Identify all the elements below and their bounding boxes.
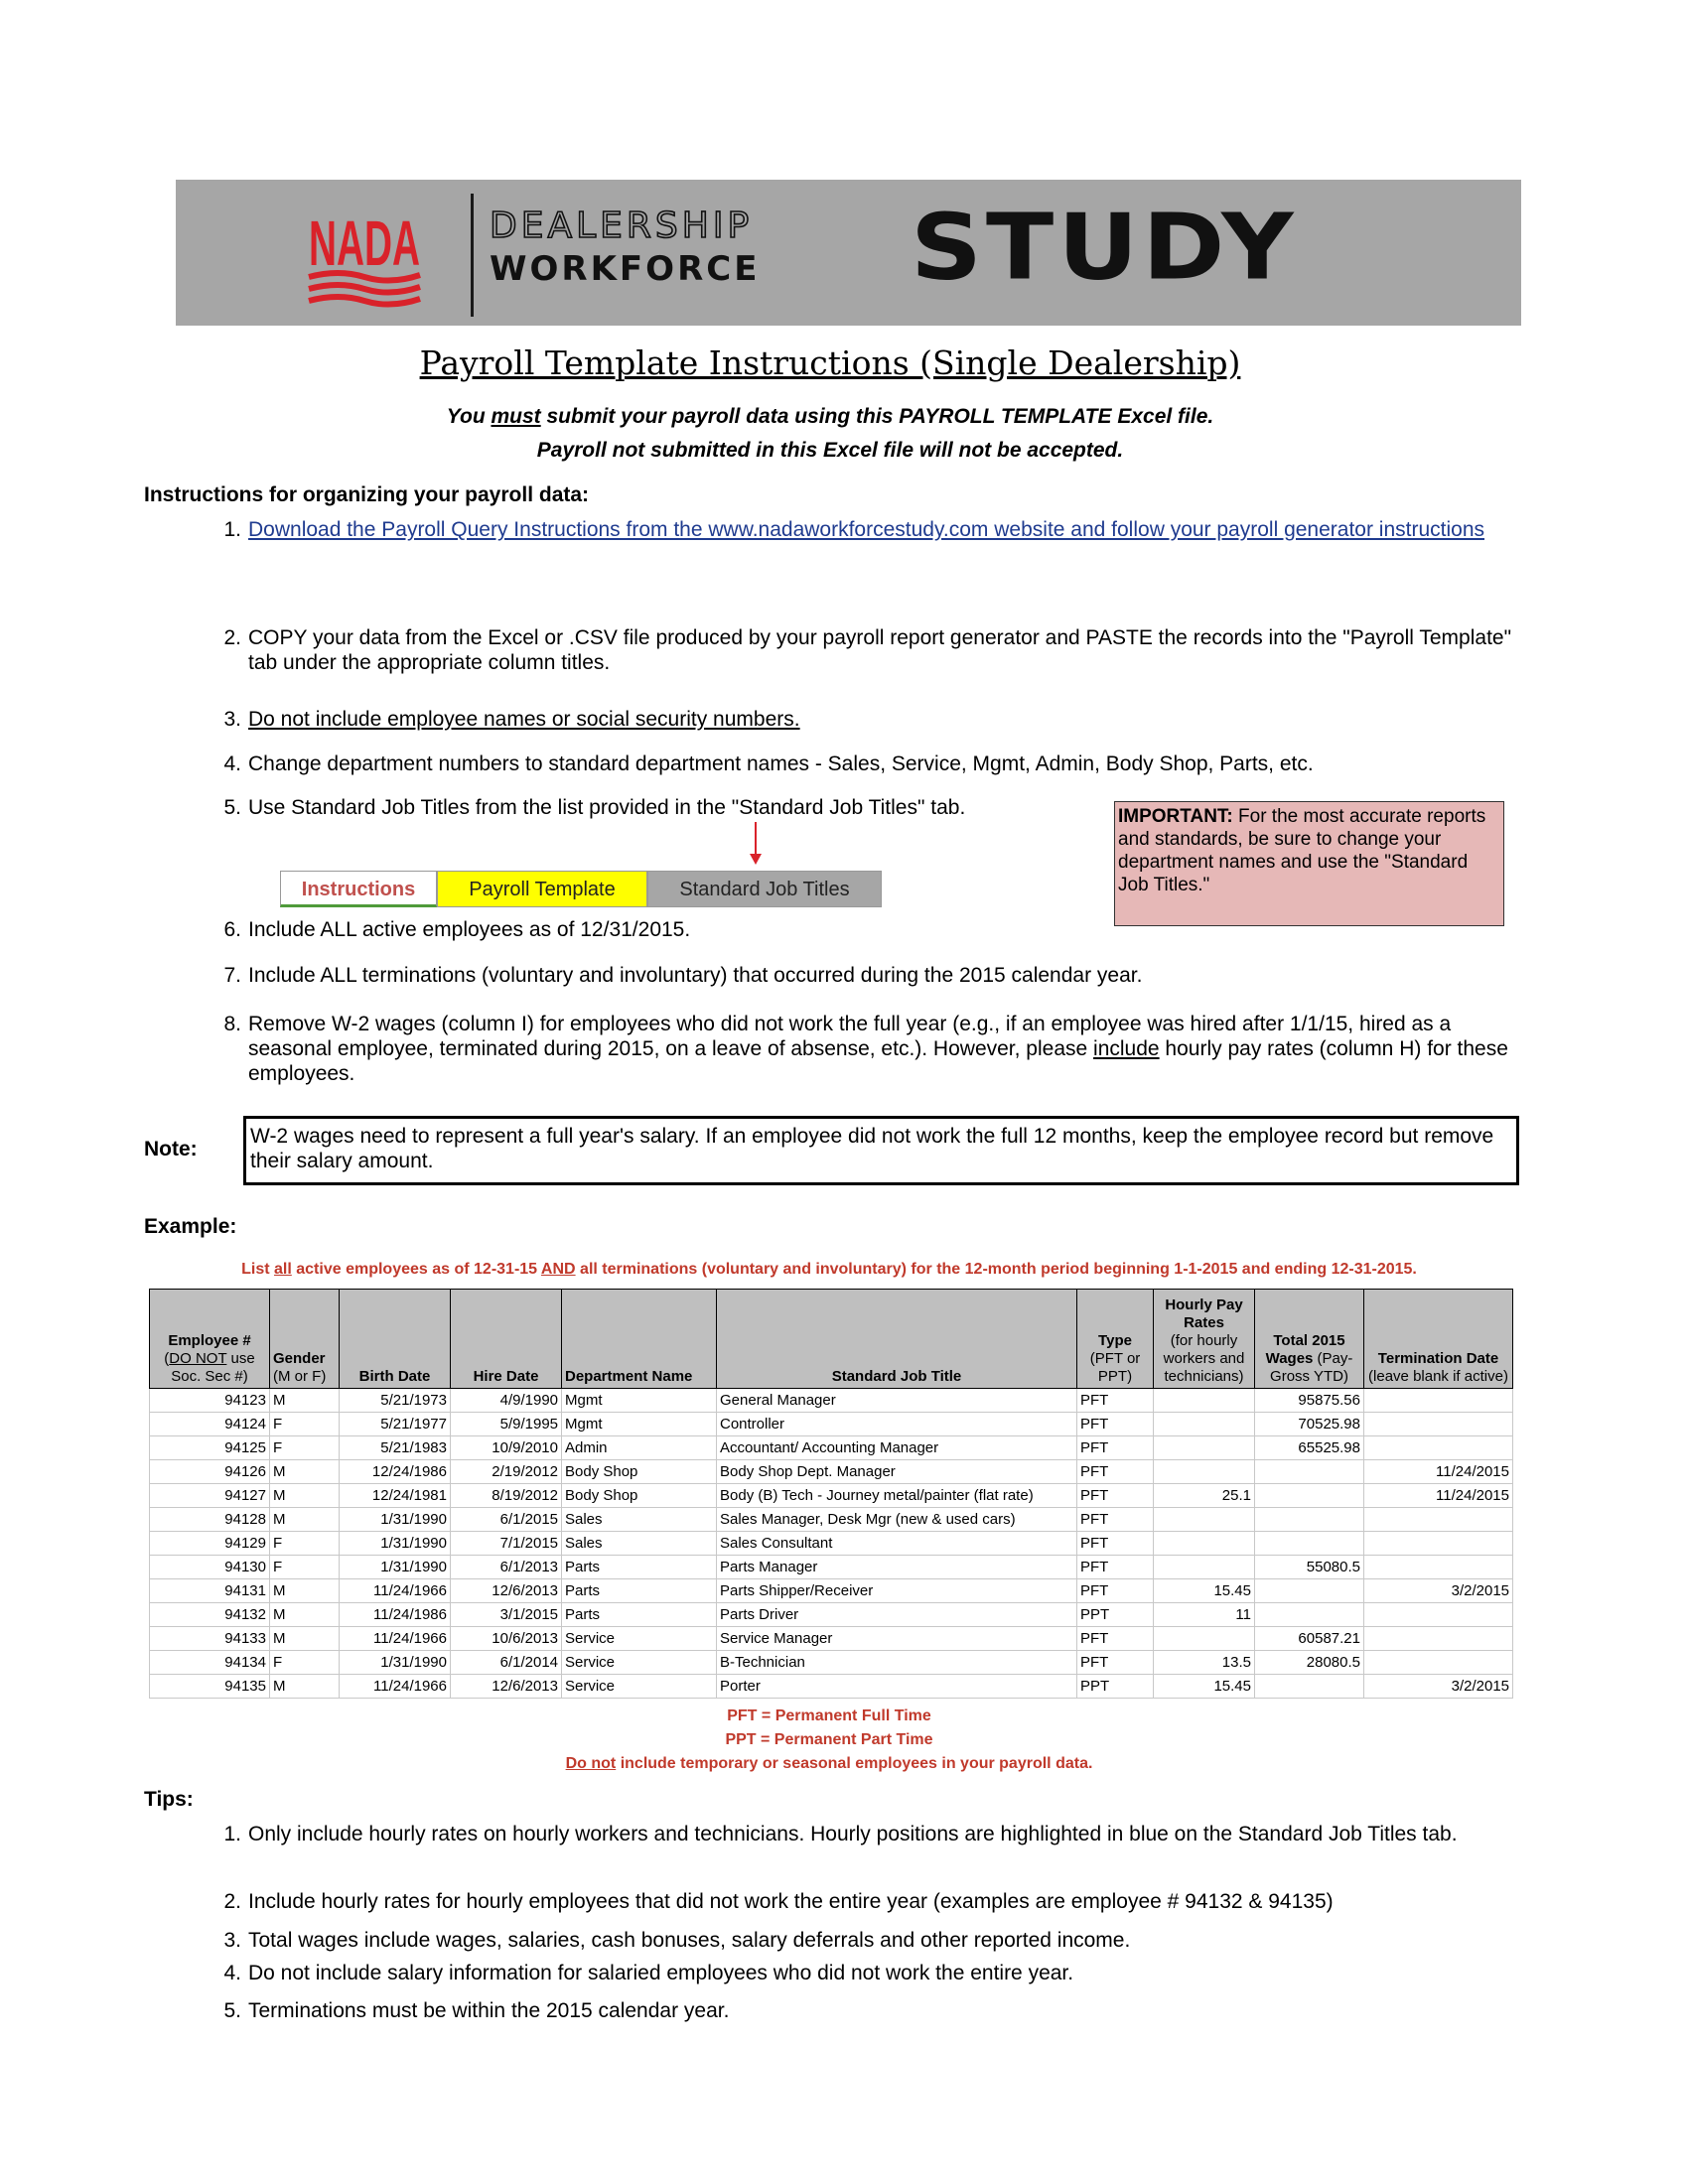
cell-type: PFT: [1077, 1508, 1154, 1532]
intro-line-1: [0, 405, 1660, 429]
cell-hourly-rate: 13.5: [1154, 1651, 1255, 1675]
cell-total-wages: 65525.98: [1255, 1436, 1364, 1460]
step-5-number: 5.: [223, 796, 241, 819]
cell-gender: M: [270, 1675, 340, 1699]
cell-hourly-rate: 25.1: [1154, 1484, 1255, 1508]
col-termination-date: Termination Date (leave blank if active): [1364, 1290, 1513, 1389]
table-row: [150, 1603, 1513, 1627]
cell-termination-date: 11/24/2015: [1364, 1484, 1513, 1508]
cell-hourly-rate: [1154, 1508, 1255, 1532]
cell-employee-number: 94128: [150, 1508, 270, 1532]
legend-pft: PFT = Permanent Full Time: [727, 1707, 931, 1724]
step-8-text-b: hourly pay rates (column H) for these employees.: [248, 1037, 1508, 1085]
cell-birth-date: 5/21/1977: [340, 1413, 451, 1436]
cell-department: Body Shop: [562, 1460, 717, 1484]
table-header-row: [150, 1290, 1513, 1389]
cell-birth-date: 1/31/1990: [340, 1556, 451, 1579]
cell-total-wages: [1255, 1603, 1364, 1627]
cell-job-title: Service Manager: [717, 1627, 1077, 1651]
cell-type: PFT: [1077, 1389, 1154, 1413]
tip-1-number: 1.: [223, 1823, 241, 1845]
cell-gender: M: [270, 1508, 340, 1532]
cell-job-title: Sales Manager, Desk Mgr (new & used cars): [717, 1508, 1077, 1532]
cell-department: Service: [562, 1627, 717, 1651]
table-row: [150, 1579, 1513, 1603]
cell-hire-date: 10/6/2013: [451, 1627, 562, 1651]
step-2-text: COPY your data from the Excel or .CSV file produced by your payroll report generator and PASTE the records into the "Payroll Template" tab under the appropriate column titles.: [248, 626, 1512, 674]
tip-3-text: Total wages include wages, salaries, cash bonuses, salary deferrals and other reported income.: [248, 1929, 1131, 1952]
cell-employee-number: 94127: [150, 1484, 270, 1508]
cell-hourly-rate: [1154, 1413, 1255, 1436]
cell-termination-date: [1364, 1532, 1513, 1556]
table-row: [150, 1651, 1513, 1675]
tab-payroll-template[interactable]: Payroll Template: [437, 871, 647, 907]
cell-hourly-rate: [1154, 1460, 1255, 1484]
cell-type: PFT: [1077, 1651, 1154, 1675]
cell-gender: F: [270, 1436, 340, 1460]
cell-gender: M: [270, 1460, 340, 1484]
cell-department: Body Shop: [562, 1484, 717, 1508]
step-1-download-link[interactable]: Download the Payroll Query Instructions from the www.nadaworkforcestudy.com website and follow your payroll generator instructions: [248, 518, 1485, 541]
cell-job-title: Sales Consultant: [717, 1532, 1077, 1556]
tab-instructions[interactable]: Instructions: [280, 871, 437, 907]
step-4-text: Change department numbers to standard department names - Sales, Service, Mgmt, Admin, Body Shop, Parts, etc.: [248, 752, 1314, 775]
cell-termination-date: [1364, 1627, 1513, 1651]
step-6-number: 6.: [223, 918, 241, 941]
cell-termination-date: [1364, 1436, 1513, 1460]
cell-department: Admin: [562, 1436, 717, 1460]
step-3-text: Do not include employee names or social security numbers.: [248, 708, 800, 731]
cell-department: Mgmt: [562, 1413, 717, 1436]
cell-birth-date: 11/24/1986: [340, 1603, 451, 1627]
tip-5-number: 5.: [223, 1999, 241, 2022]
page-title: Payroll Template Instructions (Single Dealership): [419, 343, 1241, 382]
cell-gender: M: [270, 1484, 340, 1508]
cell-total-wages: [1255, 1508, 1364, 1532]
col-hire-date: Hire Date: [451, 1290, 562, 1389]
cell-job-title: Parts Shipper/Receiver: [717, 1579, 1077, 1603]
table-row: [150, 1532, 1513, 1556]
step-1-number: 1.: [223, 518, 241, 541]
cell-hire-date: 10/9/2010: [451, 1436, 562, 1460]
logo-workforce-text: WORKFORCE: [490, 249, 761, 289]
legend-exclude-text: include temporary or seasonal employees in your payroll data.: [616, 1755, 1093, 1772]
cell-birth-date: 1/31/1990: [340, 1508, 451, 1532]
table-row: [150, 1484, 1513, 1508]
cell-termination-date: 11/24/2015: [1364, 1460, 1513, 1484]
caption-part-a: List: [241, 1261, 275, 1278]
table-row: [150, 1389, 1513, 1413]
cell-employee-number: 94132: [150, 1603, 270, 1627]
cell-type: PFT: [1077, 1556, 1154, 1579]
example-payroll-table: [149, 1289, 1513, 1699]
cell-gender: F: [270, 1413, 340, 1436]
cell-hourly-rate: [1154, 1389, 1255, 1413]
cell-hire-date: 6/1/2015: [451, 1508, 562, 1532]
cell-gender: M: [270, 1389, 340, 1413]
col-type: Type (PFT or PPT): [1077, 1290, 1154, 1389]
tip-4-number: 4.: [223, 1962, 241, 1984]
col-department-name: Department Name: [562, 1290, 717, 1389]
step-8-number: 8.: [223, 1013, 241, 1035]
logo-dealership-text: DEALERSHIP: [490, 205, 754, 246]
cell-department: Parts: [562, 1556, 717, 1579]
study-banner: [176, 180, 1521, 326]
cell-employee-number: 94130: [150, 1556, 270, 1579]
tip-1-text: Only include hourly rates on hourly workers and technicians. Hourly positions are highlighted in blue on the Standard Job Titles tab.: [248, 1823, 1458, 1845]
tip-4-text: Do not include salary information for salaried employees who did not work the entire year.: [248, 1962, 1074, 1984]
example-caption: [149, 1261, 1509, 1279]
cell-termination-date: 3/2/2015: [1364, 1675, 1513, 1699]
tips-label: Tips:: [144, 1788, 194, 1811]
table-row: [150, 1508, 1513, 1532]
step-7-text: Include ALL terminations (voluntary and involuntary) that occurred during the 2015 calendar year.: [248, 964, 1143, 987]
cell-hire-date: 6/1/2013: [451, 1556, 562, 1579]
cell-employee-number: 94131: [150, 1579, 270, 1603]
intro-line-1-pre: You: [446, 405, 492, 428]
cell-birth-date: 5/21/1973: [340, 1389, 451, 1413]
cell-employee-number: 94134: [150, 1651, 270, 1675]
col-gender: Gender (M or F): [270, 1290, 340, 1389]
cell-total-wages: [1255, 1579, 1364, 1603]
cell-birth-date: 1/31/1990: [340, 1532, 451, 1556]
cell-job-title: Body Shop Dept. Manager: [717, 1460, 1077, 1484]
step-5-text: Use Standard Job Titles from the list provided in the "Standard Job Titles" tab.: [248, 796, 966, 819]
step-8-text-a: Remove W-2 wages (column I) for employees who did not work the full year (e.g., if an employee was hired after 1/1/15, hired as a seasonal employee, terminated during 2015, on a leave of absense, etc.). However, please: [248, 1013, 1452, 1060]
legend-exclude: [149, 1755, 1509, 1773]
step-8-include: include: [1093, 1037, 1160, 1060]
cell-termination-date: [1364, 1603, 1513, 1627]
caption-part-b: active employees as of 12-31-15: [291, 1261, 541, 1278]
note-label: Note:: [144, 1138, 198, 1160]
nada-logo-text: NADA: [309, 207, 420, 279]
cell-employee-number: 94125: [150, 1436, 270, 1460]
cell-total-wages: [1255, 1484, 1364, 1508]
cell-hire-date: 3/1/2015: [451, 1603, 562, 1627]
cell-employee-number: 94129: [150, 1532, 270, 1556]
cell-birth-date: 1/31/1990: [340, 1651, 451, 1675]
cell-department: Sales: [562, 1508, 717, 1532]
cell-total-wages: [1255, 1675, 1364, 1699]
cell-birth-date: 12/24/1986: [340, 1460, 451, 1484]
cell-total-wages: 60587.21: [1255, 1627, 1364, 1651]
cell-job-title: General Manager: [717, 1389, 1077, 1413]
cell-job-title: B-Technician: [717, 1651, 1077, 1675]
cell-hourly-rate: 11: [1154, 1603, 1255, 1627]
cell-hourly-rate: 15.45: [1154, 1579, 1255, 1603]
example-label: Example:: [144, 1215, 237, 1238]
cell-termination-date: [1364, 1413, 1513, 1436]
cell-department: Parts: [562, 1579, 717, 1603]
table-row: [150, 1556, 1513, 1579]
cell-birth-date: 11/24/1966: [340, 1579, 451, 1603]
tip-3-number: 3.: [223, 1929, 241, 1952]
cell-job-title: Parts Manager: [717, 1556, 1077, 1579]
cell-hire-date: 12/6/2013: [451, 1675, 562, 1699]
tip-2-number: 2.: [223, 1890, 241, 1913]
cell-total-wages: 55080.5: [1255, 1556, 1364, 1579]
cell-type: PFT: [1077, 1532, 1154, 1556]
cell-hire-date: 7/1/2015: [451, 1532, 562, 1556]
legend-ppt: PPT = Permanent Part Time: [725, 1731, 933, 1748]
cell-job-title: Accountant/ Accounting Manager: [717, 1436, 1077, 1460]
cell-hire-date: 12/6/2013: [451, 1579, 562, 1603]
intro-line-1-post: submit your payroll data using this PAYROLL TEMPLATE Excel file.: [540, 405, 1214, 428]
cell-employee-number: 94135: [150, 1675, 270, 1699]
step-3-number: 3.: [223, 708, 241, 731]
cell-type: PFT: [1077, 1436, 1154, 1460]
cell-hire-date: 5/9/1995: [451, 1413, 562, 1436]
col-hourly-pay-rates: Hourly Pay Rates (for hourly workers and technicians): [1154, 1290, 1255, 1389]
cell-hire-date: 2/19/2012: [451, 1460, 562, 1484]
cell-birth-date: 5/21/1983: [340, 1436, 451, 1460]
cell-job-title: Porter: [717, 1675, 1077, 1699]
cell-employee-number: 94123: [150, 1389, 270, 1413]
cell-job-title: Parts Driver: [717, 1603, 1077, 1627]
tip-2-text: Include hourly rates for hourly employees that did not work the entire year (examples are employee # 94132 & 94135): [248, 1890, 1334, 1913]
table-row: [150, 1436, 1513, 1460]
table-row: [150, 1460, 1513, 1484]
cell-type: PFT: [1077, 1484, 1154, 1508]
cell-total-wages: 95875.56: [1255, 1389, 1364, 1413]
cell-hourly-rate: 15.45: [1154, 1675, 1255, 1699]
caption-part-c: all terminations (voluntary and involuntary) for the 12-month period beginning 1-1-2015 and ending 12-31-2015.: [575, 1261, 1417, 1278]
cell-department: Sales: [562, 1532, 717, 1556]
note-box: W-2 wages need to represent a full year's salary. If an employee did not work the full 12 months, keep the employee record but remove their salary amount.: [243, 1116, 1519, 1185]
cell-termination-date: [1364, 1508, 1513, 1532]
cell-birth-date: 11/24/1966: [340, 1627, 451, 1651]
nada-logo-graphic: [305, 200, 424, 309]
cell-job-title: Controller: [717, 1413, 1077, 1436]
sheet-tabs: [280, 871, 882, 908]
cell-hourly-rate: [1154, 1556, 1255, 1579]
important-text: For the most accurate reports and standards, be sure to change your department names and use the "Standard Job Titles.": [1118, 806, 1486, 895]
step-7-number: 7.: [223, 964, 241, 987]
table-row: [150, 1627, 1513, 1651]
important-label: IMPORTANT:: [1118, 806, 1233, 827]
cell-termination-date: [1364, 1651, 1513, 1675]
intro-must: must: [491, 405, 541, 428]
col-total-wages: Total 2015 Wages (Pay-Gross YTD): [1255, 1290, 1364, 1389]
cell-gender: F: [270, 1651, 340, 1675]
cell-department: Service: [562, 1651, 717, 1675]
cell-gender: M: [270, 1603, 340, 1627]
red-arrow-down-icon: [749, 822, 763, 871]
instructions-heading: Instructions for organizing your payroll data:: [144, 483, 590, 506]
logo-divider: [471, 194, 474, 317]
caption-all: all: [274, 1261, 292, 1278]
tip-5-text: Terminations must be within the 2015 calendar year.: [248, 1999, 730, 2022]
cell-employee-number: 94126: [150, 1460, 270, 1484]
caption-and: AND: [540, 1261, 576, 1278]
cell-birth-date: 12/24/1981: [340, 1484, 451, 1508]
cell-gender: F: [270, 1556, 340, 1579]
step-2-number: 2.: [223, 626, 241, 649]
legend-do-not: Do not: [565, 1755, 617, 1772]
cell-termination-date: [1364, 1389, 1513, 1413]
tab-standard-job-titles[interactable]: Standard Job Titles: [647, 871, 882, 907]
step-8-text: [248, 1012, 1514, 1086]
cell-gender: F: [270, 1532, 340, 1556]
cell-employee-number: 94124: [150, 1413, 270, 1436]
logo-study-text: STUDY: [911, 194, 1298, 301]
cell-department: Parts: [562, 1603, 717, 1627]
cell-termination-date: [1364, 1556, 1513, 1579]
cell-hourly-rate: [1154, 1627, 1255, 1651]
cell-job-title: Body (B) Tech - Journey metal/painter (flat rate): [717, 1484, 1077, 1508]
important-callout: [1114, 801, 1504, 926]
table-row: [150, 1413, 1513, 1436]
col-birth-date: Birth Date: [340, 1290, 451, 1389]
cell-hourly-rate: [1154, 1532, 1255, 1556]
intro-line-2: Payroll not submitted in this Excel file will not be accepted.: [536, 439, 1124, 462]
cell-hire-date: 4/9/1990: [451, 1389, 562, 1413]
cell-total-wages: [1255, 1532, 1364, 1556]
cell-department: Mgmt: [562, 1389, 717, 1413]
cell-hire-date: 6/1/2014: [451, 1651, 562, 1675]
cell-hire-date: 8/19/2012: [451, 1484, 562, 1508]
cell-gender: M: [270, 1579, 340, 1603]
cell-type: PFT: [1077, 1579, 1154, 1603]
step-4-number: 4.: [223, 752, 241, 775]
nada-logo: [305, 200, 424, 309]
col-employee-number: Employee # (DO NOT use Soc. Sec #): [150, 1290, 270, 1389]
cell-type: PPT: [1077, 1675, 1154, 1699]
cell-department: Service: [562, 1675, 717, 1699]
table-row: [150, 1675, 1513, 1699]
cell-hourly-rate: [1154, 1436, 1255, 1460]
cell-total-wages: 28080.5: [1255, 1651, 1364, 1675]
cell-type: PPT: [1077, 1603, 1154, 1627]
col-standard-job-title: Standard Job Title: [717, 1290, 1077, 1389]
cell-type: PFT: [1077, 1627, 1154, 1651]
cell-employee-number: 94133: [150, 1627, 270, 1651]
cell-type: PFT: [1077, 1460, 1154, 1484]
cell-gender: M: [270, 1627, 340, 1651]
cell-birth-date: 11/24/1966: [340, 1675, 451, 1699]
step-6-text: Include ALL active employees as of 12/31/2015.: [248, 918, 691, 941]
cell-termination-date: 3/2/2015: [1364, 1579, 1513, 1603]
cell-total-wages: 70525.98: [1255, 1413, 1364, 1436]
cell-total-wages: [1255, 1460, 1364, 1484]
cell-type: PFT: [1077, 1413, 1154, 1436]
